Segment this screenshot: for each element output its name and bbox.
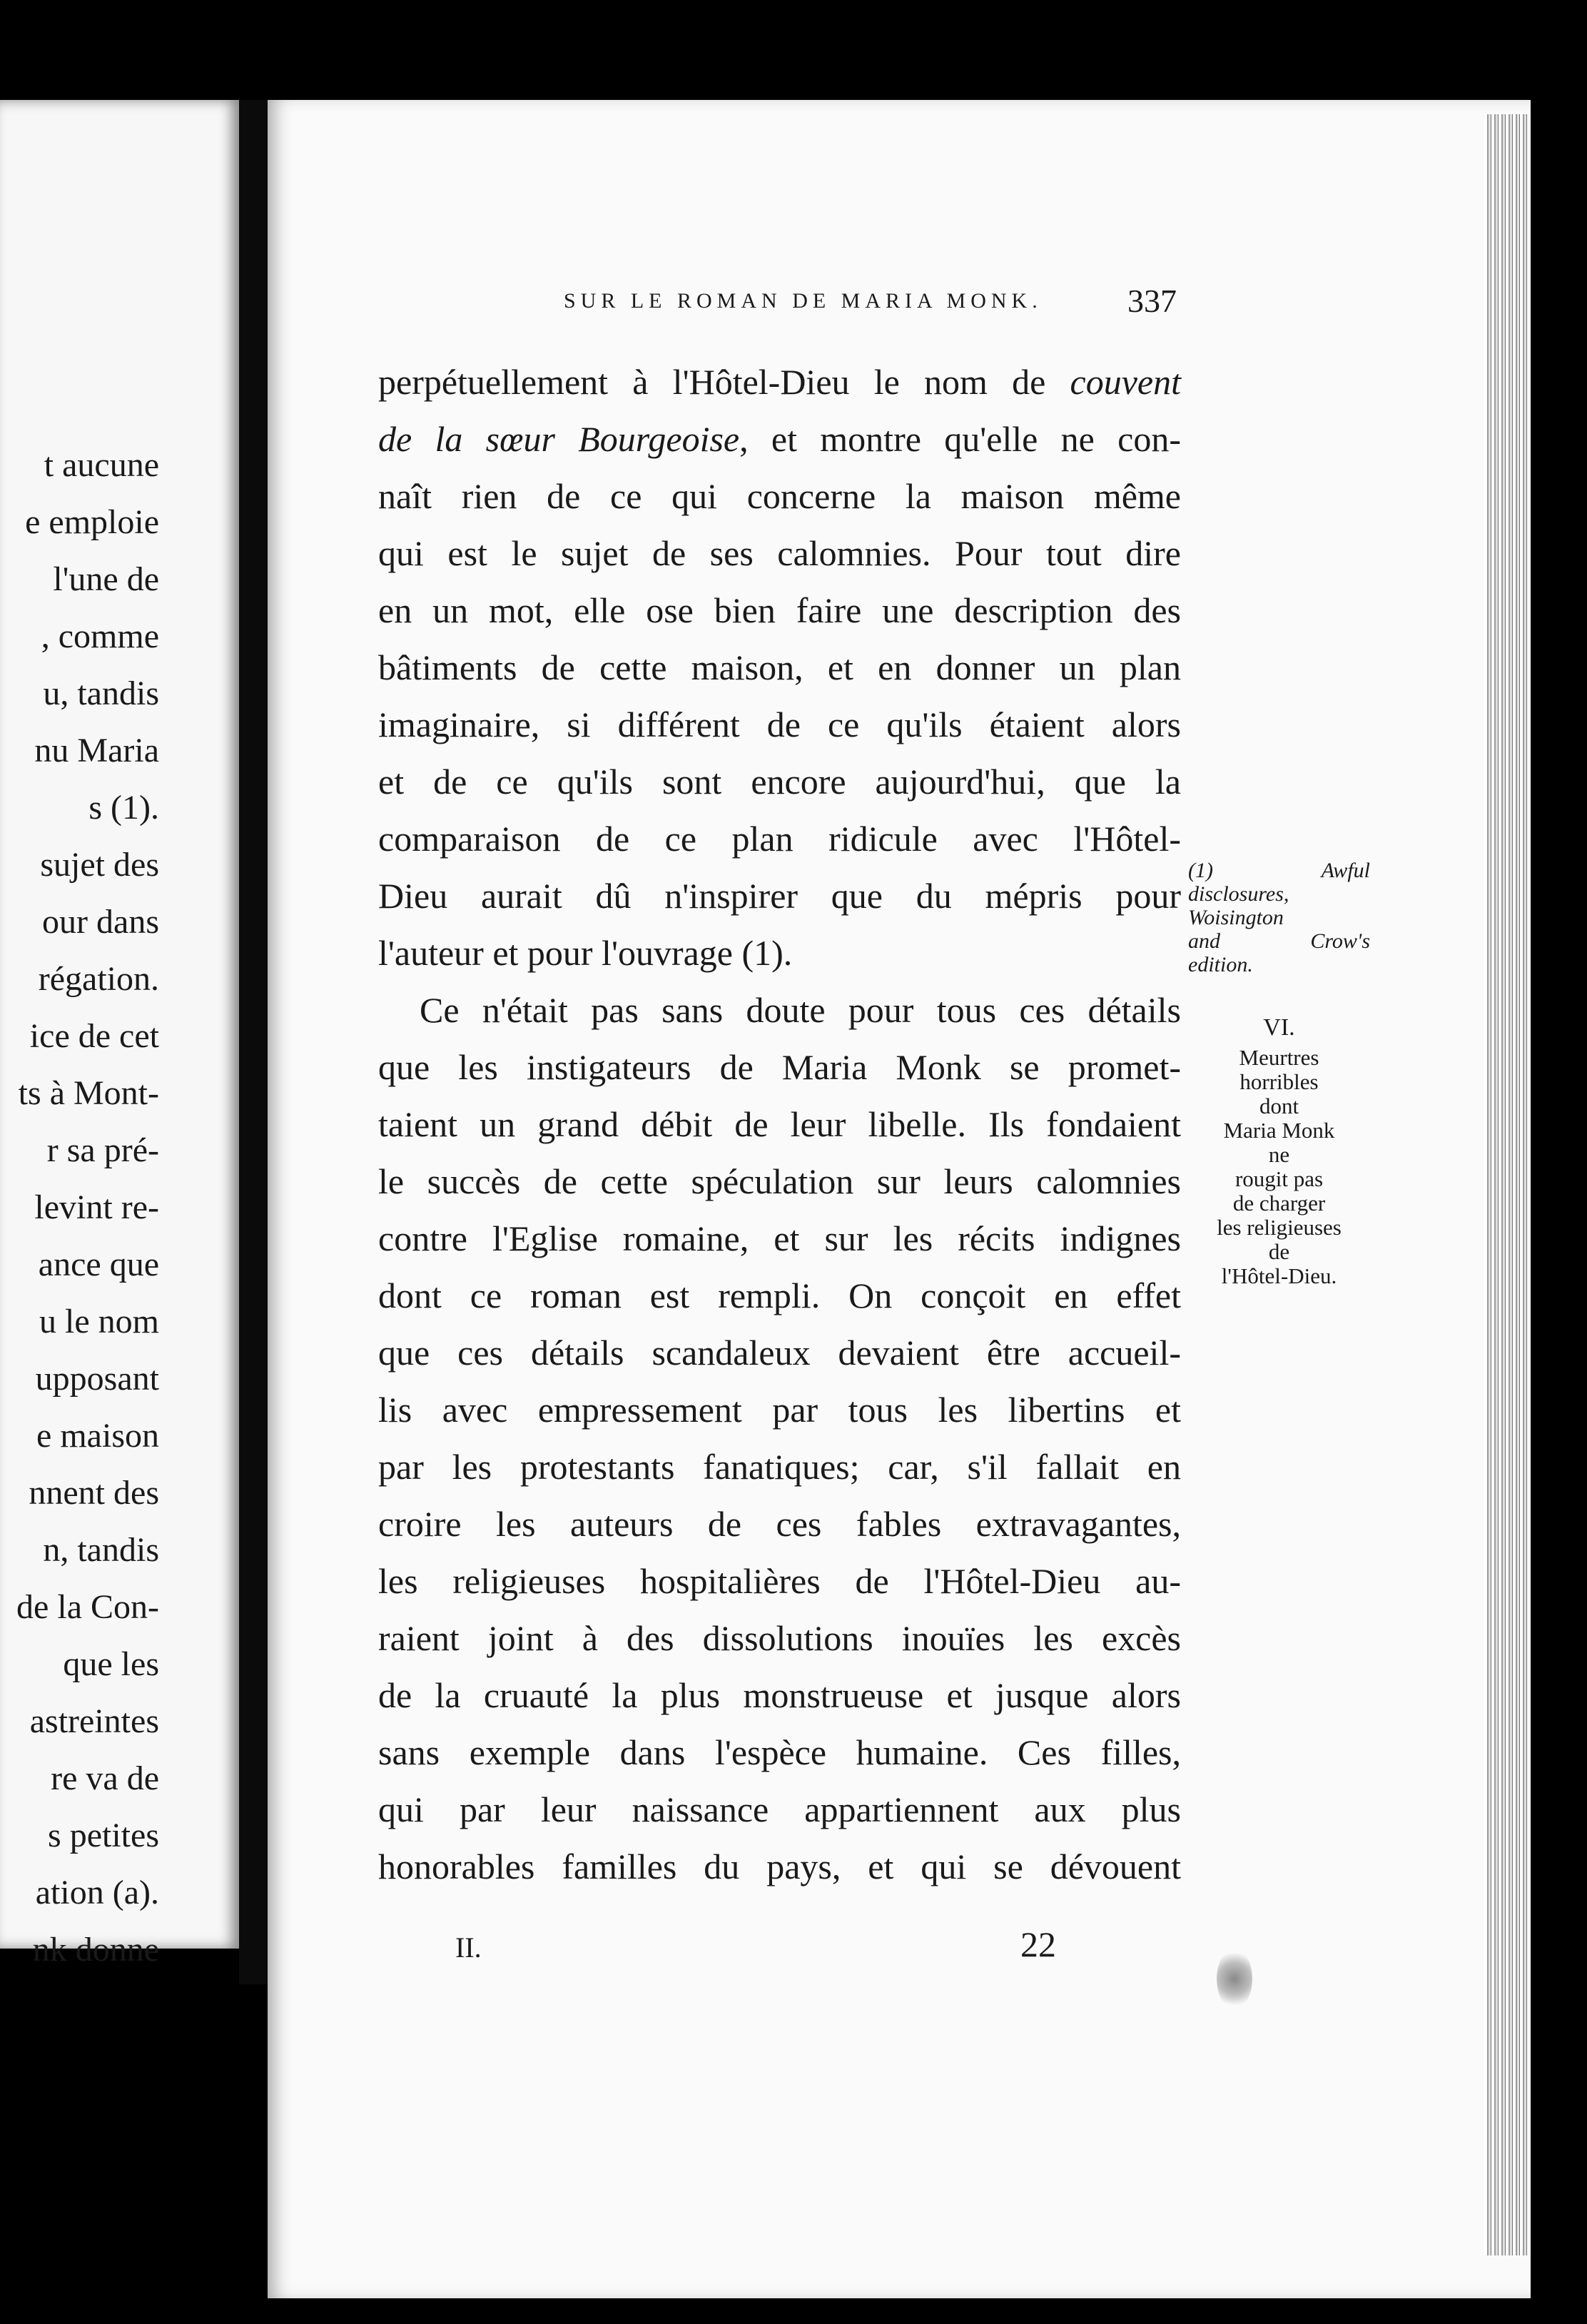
text-line: bâtiments de cette maison, et en donner un plan — [378, 647, 1181, 687]
marginal-line: Meurtres — [1239, 1045, 1319, 1070]
footnote-line: (1) Awful — [1188, 859, 1370, 882]
left-line: re va de — [51, 1759, 159, 1797]
left-line: que les — [63, 1645, 159, 1683]
left-line: sujet des — [40, 846, 159, 884]
main-text-block — [378, 353, 1181, 1895]
italic-term: couvent — [1070, 362, 1181, 402]
text-line: qui par leur naissance appartiennent aux plus — [378, 1789, 1181, 1829]
text-line: raient joint à des dissolutions inouïes les excès — [378, 1618, 1181, 1658]
left-line: r sa pré- — [46, 1131, 159, 1169]
text-line — [378, 353, 1181, 410]
text-line: que les instigateurs de Maria Monk se promet- — [378, 1047, 1181, 1087]
text-line — [378, 410, 1181, 468]
text-line: en un mot, elle ose bien faire une description des — [378, 590, 1181, 630]
marginal-line: l'Hôtel-Dieu. — [1221, 1263, 1337, 1288]
left-line: nk donne — [32, 1931, 159, 1969]
text-line: le succès de cette spéculation sur leurs calomnies — [378, 1161, 1181, 1201]
text-line: qui est le sujet de ses calomnies. Pour tout dire — [378, 533, 1181, 573]
left-line: upposant — [35, 1360, 159, 1398]
left-line: ation (a). — [35, 1874, 159, 1911]
left-line: our dans — [42, 903, 159, 941]
text-line: croire les auteurs de ces fables extravagantes, — [378, 1504, 1181, 1544]
marginal-line: de charger — [1232, 1191, 1326, 1216]
page-number: 337 — [1127, 283, 1177, 319]
marginal-line: ne — [1268, 1142, 1290, 1167]
text-line: sans exemple dans l'espèce humaine. Ces filles, — [378, 1732, 1181, 1772]
left-line: nu Maria — [34, 732, 159, 769]
left-line: u, tandis — [43, 675, 159, 712]
text-line: honorables familles du pays, et qui se dévouent — [378, 1846, 1181, 1886]
left-line: ance que — [38, 1246, 159, 1283]
text-line: de la cruauté la plus monstrueuse et jusque alors — [378, 1675, 1181, 1715]
left-line: u le nom — [39, 1303, 159, 1340]
left-line: t aucune — [44, 446, 159, 484]
left-line: e maison — [36, 1417, 159, 1455]
section-number: VI. — [1263, 1014, 1295, 1041]
left-line: s petites — [48, 1817, 159, 1854]
text-line: par les protestants fanatiques; car, s'il fallait en — [378, 1447, 1181, 1487]
text-line-part: , et montre qu'elle ne con- — [739, 419, 1181, 459]
marginal-line: les religieuses — [1217, 1215, 1342, 1240]
footnote — [1188, 859, 1370, 976]
text-line: dont ce roman est rempli. On conçoit en effet — [378, 1275, 1181, 1315]
left-page-text — [16, 437, 159, 1979]
text-line: et de ce qu'ils sont encore aujourd'hui, que la — [378, 762, 1181, 802]
left-line: s (1). — [88, 789, 159, 827]
text-line: que ces détails scandaleux devaient être accueil- — [378, 1333, 1181, 1373]
text-line: les religieuses hospitalières de l'Hôtel-Dieu au- — [378, 1561, 1181, 1601]
left-line: e emploie — [25, 503, 159, 541]
text-line: l'auteur et pour l'ouvrage (1). — [378, 933, 793, 973]
signature-mark: II. — [455, 1931, 482, 1964]
footnote-line: and Crow's — [1188, 929, 1370, 953]
footnote-line: Woisington — [1188, 906, 1284, 929]
text-line: comparaison de ce plan ridicule avec l'Hôtel- — [378, 819, 1181, 859]
signature-number: 22 — [1020, 1924, 1056, 1964]
text-line: imaginaire, si différent de ce qu'ils étaient alors — [378, 704, 1181, 744]
footnote-line: disclosures, — [1188, 882, 1289, 906]
left-line: l'une de — [53, 560, 159, 598]
book-gutter — [239, 100, 268, 1984]
text-line: taient un grand débit de leur libelle. Ils fondaient — [378, 1104, 1181, 1144]
text-line-part: perpétuellement à l'Hôtel-Dieu le nom de — [378, 362, 1070, 402]
left-line: ice de cet — [29, 1017, 159, 1055]
marginal-line: Maria Monk — [1223, 1118, 1335, 1143]
marginal-line: dont — [1259, 1093, 1299, 1118]
running-head: SUR LE ROMAN DE MARIA MONK. — [564, 289, 1043, 313]
left-line: nnent des — [29, 1474, 159, 1512]
marginal-line: de — [1268, 1239, 1290, 1264]
marginal-line: horribles — [1239, 1069, 1319, 1094]
left-line: ts à Mont- — [18, 1074, 159, 1112]
text-line: lis avec empressement par tous les libertins et — [378, 1390, 1181, 1430]
left-line: n, tandis — [43, 1531, 159, 1569]
left-line: , comme — [41, 617, 159, 655]
left-line: levint re- — [34, 1188, 159, 1226]
marginal-note — [1181, 1010, 1377, 1288]
left-line: astreintes — [29, 1702, 159, 1740]
footnote-line: edition. — [1188, 953, 1253, 976]
marginal-line: rougit pas — [1234, 1166, 1324, 1191]
paper-stain — [1217, 1949, 1252, 2009]
left-facing-page — [0, 100, 239, 1969]
left-line: de la Con- — [16, 1588, 159, 1626]
left-line: régation. — [38, 960, 159, 998]
italic-term: de la sœur Bourgeoise — [378, 419, 740, 459]
text-line: contre l'Eglise romaine, et sur les récits indignes — [378, 1218, 1181, 1258]
text-line: Ce n'était pas sans doute pour tous ces détails — [420, 990, 1181, 1030]
page-edge-stack — [1484, 114, 1527, 2255]
text-line: naît rien de ce qui concerne la maison même — [378, 476, 1181, 516]
text-line: Dieu aurait dû n'inspirer que du mépris pour — [378, 876, 1181, 916]
